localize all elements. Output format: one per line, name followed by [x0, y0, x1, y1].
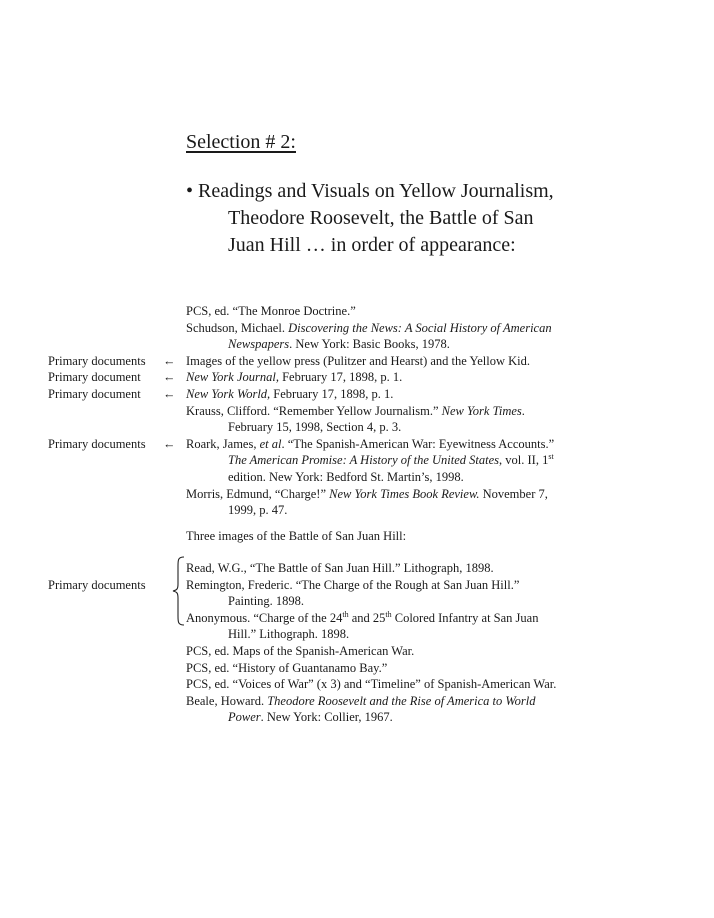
- entry-text: Beale, Howard.: [186, 693, 268, 708]
- entry-text: Painting. 1898.: [228, 594, 305, 609]
- curly-brace-icon: [172, 556, 186, 626]
- entry-title: Power: [228, 710, 261, 725]
- entry-new-york-journal: [186, 369, 656, 386]
- entry-voices-of-war: [186, 676, 656, 693]
- entry-title: New York Times: [441, 403, 522, 418]
- entry-krauss: [186, 403, 656, 436]
- entry-text: February 17, 1898, p. 1.: [270, 387, 394, 401]
- entry-text: Images of the yellow press (Pulitzer and Hearst) and the Yellow Kid.: [186, 353, 531, 368]
- entry-text: edition. New York: Bedford St. Martin’s, 1998.: [228, 469, 464, 484]
- entry-monroe: [186, 303, 656, 320]
- entry-text: and 25: [348, 610, 386, 625]
- entry-text: . “The Spanish-American War: Eyewitness Accounts.”: [281, 436, 555, 451]
- entry-roark: [186, 436, 656, 486]
- entry-text: Colored Infantry at San Juan: [391, 610, 539, 625]
- entry-text: PCS, ed. Maps of the Spanish-American War.: [186, 644, 415, 658]
- entry-text: . New York: Collier, 1967.: [260, 710, 393, 725]
- entry-beale: [186, 693, 656, 726]
- entry-text: Three images of the Battle of San Juan Hill:: [186, 529, 407, 543]
- entry-read: [186, 560, 656, 577]
- entry-text: November 7,: [479, 486, 548, 501]
- arrow-left-icon: ←: [163, 436, 176, 451]
- entry-maps: [186, 643, 656, 660]
- selection-heading: Selection # 2:: [186, 131, 296, 153]
- entry-text: .: [521, 403, 525, 418]
- superscript: th: [385, 609, 392, 619]
- entry-text: PCS, ed. “Voices of War” (x 3) and “Timeline” of Spanish-American War.: [186, 677, 557, 692]
- bullet-line-2: Theodore Roosevelt, the Battle of San: [228, 207, 534, 229]
- entry-title: Discovering the News: A Social History of American: [288, 320, 552, 335]
- entry-text: Krauss, Clifford. “Remember Yellow Journalism.”: [186, 403, 442, 418]
- entry-text: Roark, James,: [186, 436, 260, 451]
- entry-text: Read, W.G., “The Battle of San Juan Hill.” Lithograph, 1898.: [186, 561, 494, 575]
- bullet-line-3: Juan Hill … in order of appearance:: [228, 234, 516, 256]
- entry-title: New York World,: [186, 387, 271, 401]
- entry-text: Remington, Frederic. “The Charge of the Rough at San Juan Hill.”: [186, 577, 520, 592]
- entry-text: 1999, p. 47.: [228, 503, 288, 518]
- label-primary-documents-2: Primary documents: [48, 436, 146, 451]
- entry-anonymous: [186, 610, 656, 643]
- entry-schudson: [186, 320, 656, 353]
- entry-text: . New York: Basic Books, 1978.: [289, 337, 450, 352]
- superscript: th: [342, 609, 349, 619]
- entry-title: et al: [259, 436, 282, 451]
- superscript: st: [548, 452, 554, 462]
- three-images-heading: [186, 528, 656, 545]
- entry-monroe-text: PCS, ed. “The Monroe Doctrine.”: [186, 304, 356, 318]
- label-primary-document-1: Primary document: [48, 370, 141, 385]
- entry-yellow-press: [186, 353, 656, 370]
- entry-morris: [186, 486, 656, 519]
- entry-text: Morris, Edmund, “Charge!”: [186, 486, 330, 501]
- entry-text: Anonymous. “Charge of the 24: [186, 610, 343, 625]
- entry-title: Theodore Roosevelt and the Rise of America to World: [267, 693, 536, 708]
- bullet-line-1: • Readings and Visuals on Yellow Journalism,: [186, 180, 554, 202]
- entry-new-york-world: [186, 386, 656, 403]
- entry-text: Schudson, Michael.: [186, 320, 289, 335]
- entry-title: Newspapers: [228, 337, 290, 352]
- arrow-left-icon: ←: [163, 353, 176, 368]
- label-primary-documents-1: Primary documents: [48, 353, 146, 368]
- label-primary-documents-3: Primary documents: [48, 578, 146, 592]
- entry-text: PCS, ed. “History of Guantanamo Bay.”: [186, 660, 388, 675]
- entry-text: , vol. II, 1: [499, 453, 549, 468]
- entry-text: February 17, 1898, p. 1.: [278, 370, 403, 385]
- entry-text: Hill.” Lithograph. 1898.: [228, 627, 350, 642]
- arrow-left-icon: ←: [163, 370, 176, 385]
- entry-title: New York Journal,: [186, 370, 279, 385]
- arrow-left-icon: ←: [163, 387, 176, 401]
- entry-title: New York Times Book Review.: [329, 486, 480, 501]
- entry-guantanamo: [186, 660, 656, 677]
- entry-title: The American Promise: A History of the United States: [228, 453, 500, 468]
- bullet-heading: [186, 178, 656, 259]
- entry-remington: [186, 577, 656, 610]
- entry-text: February 15, 1998, Section 4, p. 3.: [228, 420, 402, 435]
- label-primary-document-2: Primary document: [48, 387, 141, 401]
